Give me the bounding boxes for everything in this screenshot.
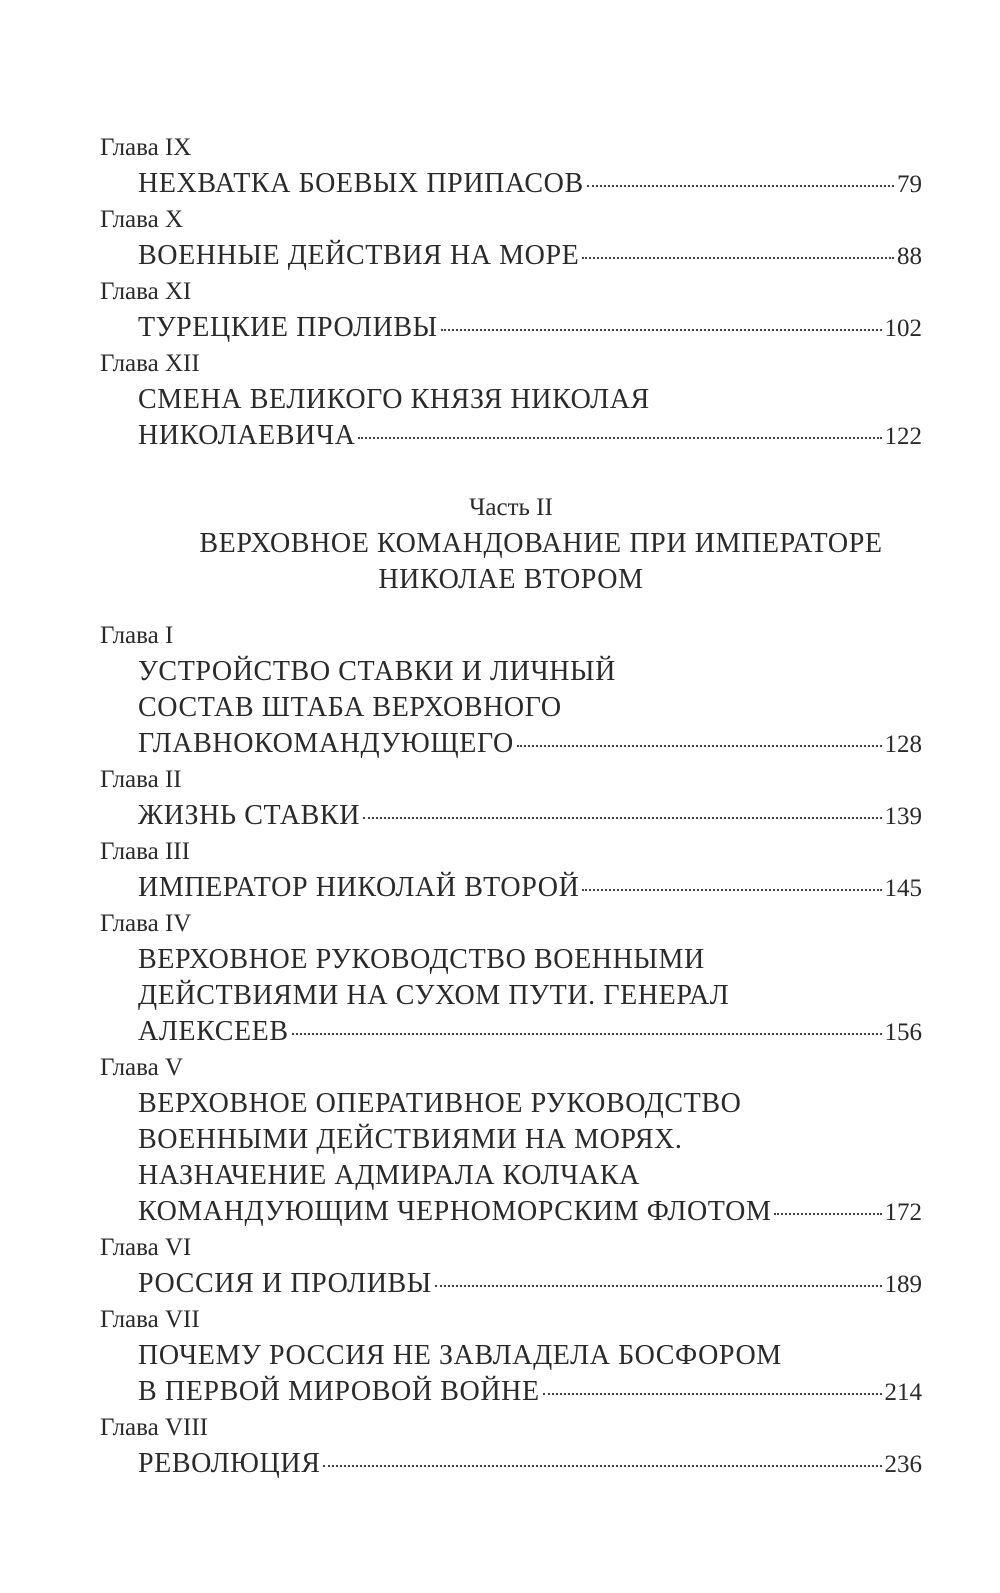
chapter-title-line: СМЕНА ВЕЛИКОГО КНЯЗЯ НИКОЛАЯ xyxy=(138,384,650,415)
chapter-label: Глава XI xyxy=(100,278,192,305)
toc-entry xyxy=(100,1302,922,1410)
page-number: 214 xyxy=(884,1379,922,1406)
toc-entry xyxy=(100,202,922,274)
page-number: 139 xyxy=(884,803,922,830)
toc-entry xyxy=(100,130,922,202)
chapter-title-last-line xyxy=(100,1266,922,1302)
page-number: 122 xyxy=(884,423,922,450)
page-number: 145 xyxy=(884,875,922,902)
dot-leader xyxy=(582,889,881,891)
chapter-title-text: КОМАНДУЮЩИМ ЧЕРНОМОРСКИМ ФЛОТОМ xyxy=(138,1196,772,1227)
chapter-title-last-line xyxy=(100,870,922,906)
page-number: 102 xyxy=(884,315,922,342)
toc-entry xyxy=(100,762,922,834)
chapter-title-last-line xyxy=(100,1374,922,1410)
chapter-title-line: НАЗНАЧЕНИЕ АДМИРАЛА КОЛЧАКА xyxy=(138,1160,640,1191)
toc-entries-part-two xyxy=(100,618,922,1482)
toc-entry xyxy=(100,834,922,906)
toc-entries-part-one xyxy=(100,130,922,454)
dot-leader xyxy=(435,1285,882,1287)
chapter-label: Глава II xyxy=(100,766,182,793)
chapter-title-last-line xyxy=(100,238,922,274)
chapter-title-line: ВЕРХОВНОЕ РУКОВОДСТВО ВОЕННЫМИ xyxy=(138,944,705,975)
chapter-title-text: РОССИЯ И ПРОЛИВЫ xyxy=(138,1268,432,1299)
chapter-title-line: ВЕРХОВНОЕ ОПЕРАТИВНОЕ РУКОВОДСТВО xyxy=(138,1088,742,1119)
dot-leader xyxy=(363,817,881,819)
toc-entry xyxy=(100,346,922,454)
dot-leader xyxy=(543,1393,882,1395)
table-of-contents xyxy=(100,130,922,1482)
part-label: Часть II xyxy=(469,494,553,521)
chapter-title-last-line xyxy=(100,798,922,834)
chapter-label: Глава IV xyxy=(100,910,192,937)
chapter-title-text: ИМПЕРАТОР НИКОЛАЙ ВТОРОЙ xyxy=(138,872,580,903)
part-title-line: ВЕРХОВНОЕ КОМАНДОВАНИЕ ПРИ ИМПЕРАТОРЕ xyxy=(199,528,883,559)
chapter-title-text: ВОЕННЫЕ ДЕЙСТВИЯ НА МОРЕ xyxy=(138,240,580,271)
dot-leader xyxy=(587,185,894,187)
chapter-title-last-line xyxy=(100,418,922,454)
chapter-label: Глава VI xyxy=(100,1234,192,1261)
part-heading xyxy=(100,490,922,618)
chapter-label: Глава IX xyxy=(100,134,192,161)
page-number: 79 xyxy=(897,171,922,198)
chapter-title-text: ЖИЗНЬ СТАВКИ xyxy=(138,800,361,831)
chapter-label: Глава XII xyxy=(100,350,200,377)
page-number: 88 xyxy=(897,243,922,270)
page-number: 236 xyxy=(884,1451,922,1478)
chapter-label: Глава I xyxy=(100,622,174,649)
chapter-label: Глава V xyxy=(100,1054,184,1081)
chapter-title-line: ДЕЙСТВИЯМИ НА СУХОМ ПУТИ. ГЕНЕРАЛ xyxy=(138,980,730,1011)
chapter-title-last-line xyxy=(100,726,922,762)
page-number: 172 xyxy=(884,1199,922,1226)
chapter-title-line: УСТРОЙСТВО СТАВКИ И ЛИЧНЫЙ xyxy=(138,656,616,687)
dot-leader xyxy=(292,1033,882,1035)
chapter-title-text: РЕВОЛЮЦИЯ xyxy=(138,1448,321,1479)
dot-leader xyxy=(441,329,882,331)
toc-entry xyxy=(100,618,922,762)
page-number: 128 xyxy=(884,731,922,758)
chapter-title-text: НИКОЛАЕВИЧА xyxy=(138,420,356,451)
chapter-label: Глава X xyxy=(100,206,184,233)
chapter-title-line: ВОЕННЫМИ ДЕЙСТВИЯМИ НА МОРЯХ. xyxy=(138,1124,683,1155)
toc-entry xyxy=(100,1410,922,1482)
toc-entry xyxy=(100,1050,922,1230)
page-number: 189 xyxy=(884,1271,922,1298)
toc-entry xyxy=(100,906,922,1050)
chapter-title-text: В ПЕРВОЙ МИРОВОЙ ВОЙНЕ xyxy=(138,1376,540,1407)
chapter-label: Глава III xyxy=(100,838,190,865)
chapter-title-last-line xyxy=(100,166,922,202)
part-title-line: НИКОЛАЕ ВТОРОМ xyxy=(378,564,644,595)
chapter-title-last-line xyxy=(100,310,922,346)
chapter-title-last-line xyxy=(100,1194,922,1230)
chapter-title-text: АЛЕКСЕЕВ xyxy=(138,1016,289,1047)
toc-entry xyxy=(100,274,922,346)
dot-leader xyxy=(517,745,882,747)
chapter-title-text: ГЛАВНОКОМАНДУЮЩЕГО xyxy=(138,728,514,759)
chapter-title-text: НЕХВАТКА БОЕВЫХ ПРИПАСОВ xyxy=(138,168,584,199)
toc-entry xyxy=(100,1230,922,1302)
chapter-title-last-line xyxy=(100,1014,922,1050)
chapter-label: Глава VIII xyxy=(100,1414,208,1441)
dot-leader xyxy=(774,1213,881,1215)
dot-leader xyxy=(358,437,881,439)
chapter-title-line: ПОЧЕМУ РОССИЯ НЕ ЗАВЛАДЕЛА БОСФОРОМ xyxy=(138,1340,782,1371)
dot-leader xyxy=(323,1465,881,1467)
page-number: 156 xyxy=(884,1019,922,1046)
chapter-label: Глава VII xyxy=(100,1306,200,1333)
dot-leader xyxy=(582,257,894,259)
chapter-title-line: СОСТАВ ШТАБА ВЕРХОВНОГО xyxy=(138,692,562,723)
chapter-title-last-line xyxy=(100,1446,922,1482)
chapter-title-text: ТУРЕЦКИЕ ПРОЛИВЫ xyxy=(138,312,438,343)
